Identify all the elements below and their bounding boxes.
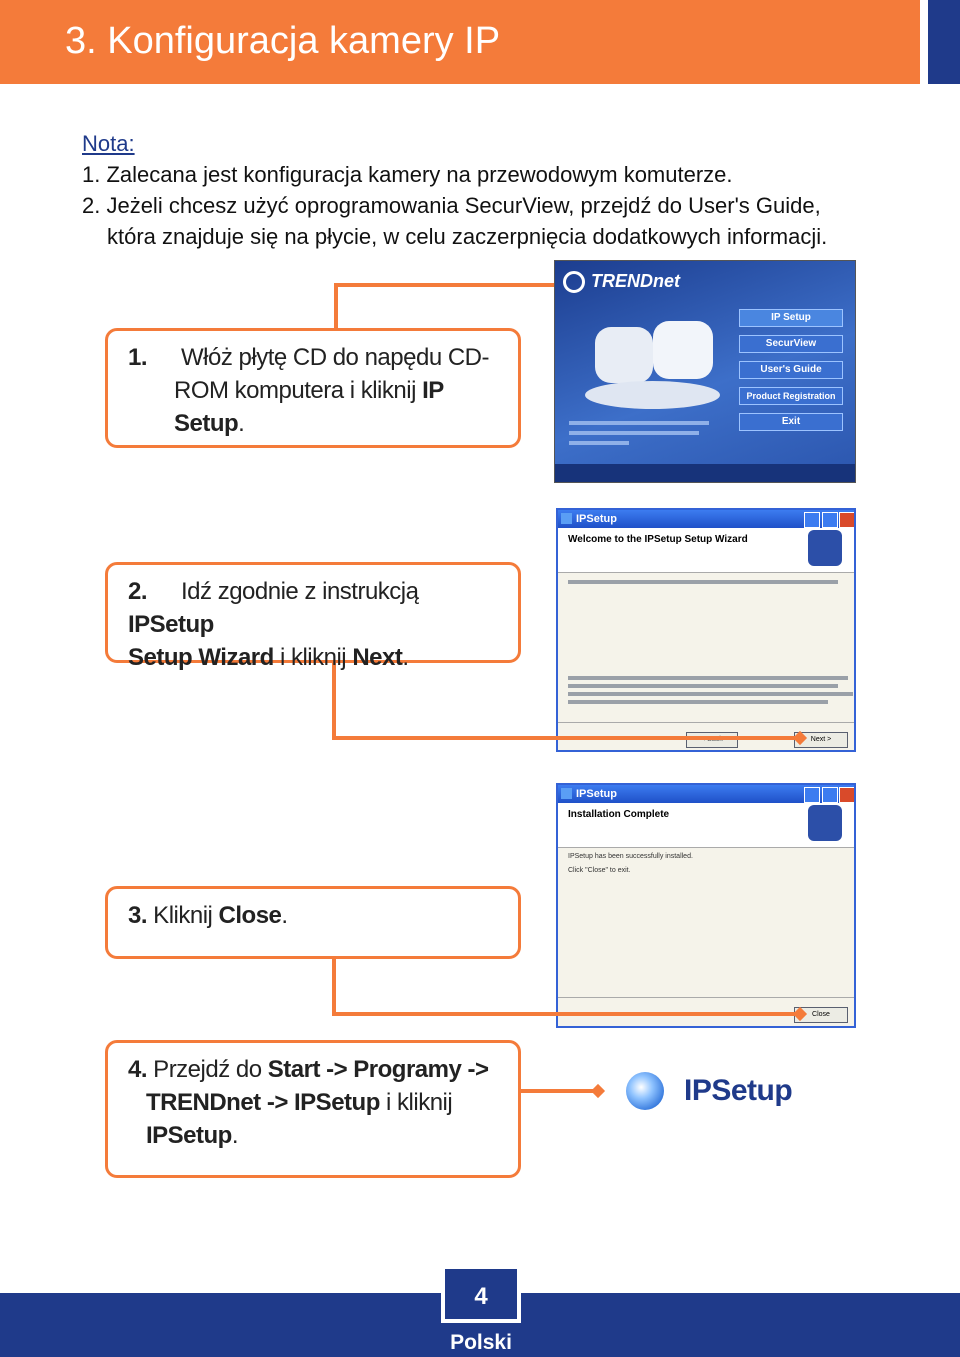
step-3-period: . bbox=[281, 902, 288, 929]
note-item-1: 1. Zalecana jest konfiguracja kamery na przewodowym komuterze. bbox=[82, 162, 733, 187]
page-title: 3. Konfiguracja kamery IP bbox=[65, 20, 501, 62]
info-text-line bbox=[569, 421, 709, 425]
connector-3-horizontal bbox=[332, 1012, 800, 1016]
connector-2-horizontal bbox=[332, 736, 800, 740]
app-icon bbox=[561, 513, 572, 524]
ipsetup-icon bbox=[626, 1072, 664, 1110]
wizard-warning-line bbox=[568, 692, 853, 696]
connector-1-vertical bbox=[334, 283, 338, 330]
setup-icon bbox=[808, 805, 842, 841]
step-1-bold-a: IP bbox=[422, 377, 444, 404]
connector-4-dot bbox=[591, 1084, 605, 1098]
complete-line-1: IPSetup has been successfully installed. bbox=[568, 853, 693, 860]
minimize-icon[interactable] bbox=[804, 512, 820, 528]
step-1-text-b: ROM komputera i kliknij bbox=[174, 377, 423, 404]
wizard-window-screenshot bbox=[556, 508, 856, 752]
step-4-bold-a: Start -> Programy -> bbox=[267, 1056, 489, 1083]
step-2-bold-b: Setup Wizard bbox=[128, 644, 274, 671]
divider bbox=[558, 997, 854, 998]
step-4-bold-c: IPSetup bbox=[146, 1122, 232, 1149]
menu-securview-button[interactable]: SecurView bbox=[739, 335, 843, 353]
step-3-box bbox=[105, 886, 521, 959]
step-1-box bbox=[105, 328, 521, 448]
copyright-bar bbox=[555, 464, 855, 482]
menu-exit-button[interactable]: Exit bbox=[739, 413, 843, 431]
camera-image-1 bbox=[595, 327, 653, 383]
next-button[interactable]: Next > bbox=[794, 732, 848, 748]
step-4-text-b: i kliknij bbox=[379, 1089, 453, 1116]
connector-3-vertical bbox=[332, 958, 336, 1016]
step-2-period: . bbox=[402, 644, 409, 671]
step-4-bold-b: TRENDnet -> IPSetup bbox=[146, 1089, 380, 1116]
note-block bbox=[82, 128, 882, 252]
header-strip bbox=[928, 0, 960, 84]
step-2-bold-a: IPSetup bbox=[128, 611, 214, 638]
app-icon bbox=[561, 788, 572, 799]
camera-base bbox=[585, 381, 720, 409]
step-4-period: . bbox=[231, 1122, 239, 1149]
step-4-text-a: Przejdź do bbox=[147, 1056, 268, 1083]
step-2-bold-c: Next bbox=[352, 644, 403, 671]
close-button[interactable]: Close bbox=[794, 1007, 848, 1023]
step-2-text-b: i kliknij bbox=[273, 644, 353, 671]
connector-4-horizontal bbox=[521, 1089, 597, 1093]
step-3-text: Kliknij bbox=[147, 902, 219, 929]
complete-line-2: Click "Close" to exit. bbox=[568, 867, 631, 874]
step-1-text-a: Włóż płytę CD do napędu CD- bbox=[181, 344, 489, 371]
trendnet-autorun-screenshot bbox=[554, 260, 856, 483]
step-3-bold: Close bbox=[218, 902, 282, 929]
trendnet-logo-icon bbox=[563, 271, 585, 293]
wizard-heading: Welcome to the IPSetup Setup Wizard bbox=[568, 534, 748, 545]
wizard-warning-line bbox=[568, 676, 848, 680]
wizard-title: IPSetup bbox=[576, 513, 617, 525]
language-label: Polski bbox=[450, 1331, 512, 1354]
info-text-line bbox=[569, 431, 699, 435]
back-button[interactable] bbox=[686, 732, 738, 748]
menu-users-guide-button[interactable]: User's Guide bbox=[739, 361, 843, 379]
maximize-icon[interactable] bbox=[822, 512, 838, 528]
step-1-period: . bbox=[238, 410, 245, 437]
step-2-box bbox=[105, 562, 521, 671]
step-4-box bbox=[105, 1040, 521, 1178]
close-icon[interactable] bbox=[839, 512, 855, 528]
ipsetup-logo-text: IPSetup bbox=[684, 1074, 793, 1107]
maximize-icon[interactable] bbox=[822, 787, 838, 803]
complete-title: IPSetup bbox=[576, 788, 617, 800]
step-2-number: 2. bbox=[128, 578, 148, 605]
page-number: 4 bbox=[474, 1283, 488, 1310]
minimize-icon[interactable] bbox=[804, 787, 820, 803]
step-3-number: 3. bbox=[128, 902, 148, 929]
step-4-number: 4. bbox=[128, 1056, 148, 1083]
info-text-line bbox=[569, 441, 629, 445]
step-2-text-a: Idź zgodnie z instrukcją bbox=[181, 578, 419, 605]
note-item-2-line2: która znajduje się na płycie, w celu zaczerpnięcia dodatkowych informacji. bbox=[107, 224, 828, 249]
trendnet-logo: TRENDnet bbox=[591, 271, 680, 291]
camera-image-2 bbox=[653, 321, 713, 379]
wizard-warning-line bbox=[568, 684, 838, 688]
wizard-text-line bbox=[568, 580, 838, 584]
note-label: Nota: bbox=[82, 131, 135, 156]
close-icon[interactable] bbox=[839, 787, 855, 803]
step-1-number: 1. bbox=[128, 344, 148, 371]
install-complete-screenshot bbox=[556, 783, 856, 1028]
setup-icon bbox=[808, 530, 842, 566]
divider bbox=[558, 722, 854, 723]
step-1-bold-b: Setup bbox=[174, 410, 239, 437]
menu-product-registration-button[interactable]: Product Registration bbox=[739, 387, 843, 405]
wizard-warning-line bbox=[568, 700, 828, 704]
menu-ip-setup-button[interactable]: IP Setup bbox=[739, 309, 843, 327]
complete-heading: Installation Complete bbox=[568, 809, 670, 820]
note-item-2-line1: 2. Jeżeli chcesz użyć oprogramowania SecurView, przejdź do User's Guide, bbox=[82, 193, 821, 218]
